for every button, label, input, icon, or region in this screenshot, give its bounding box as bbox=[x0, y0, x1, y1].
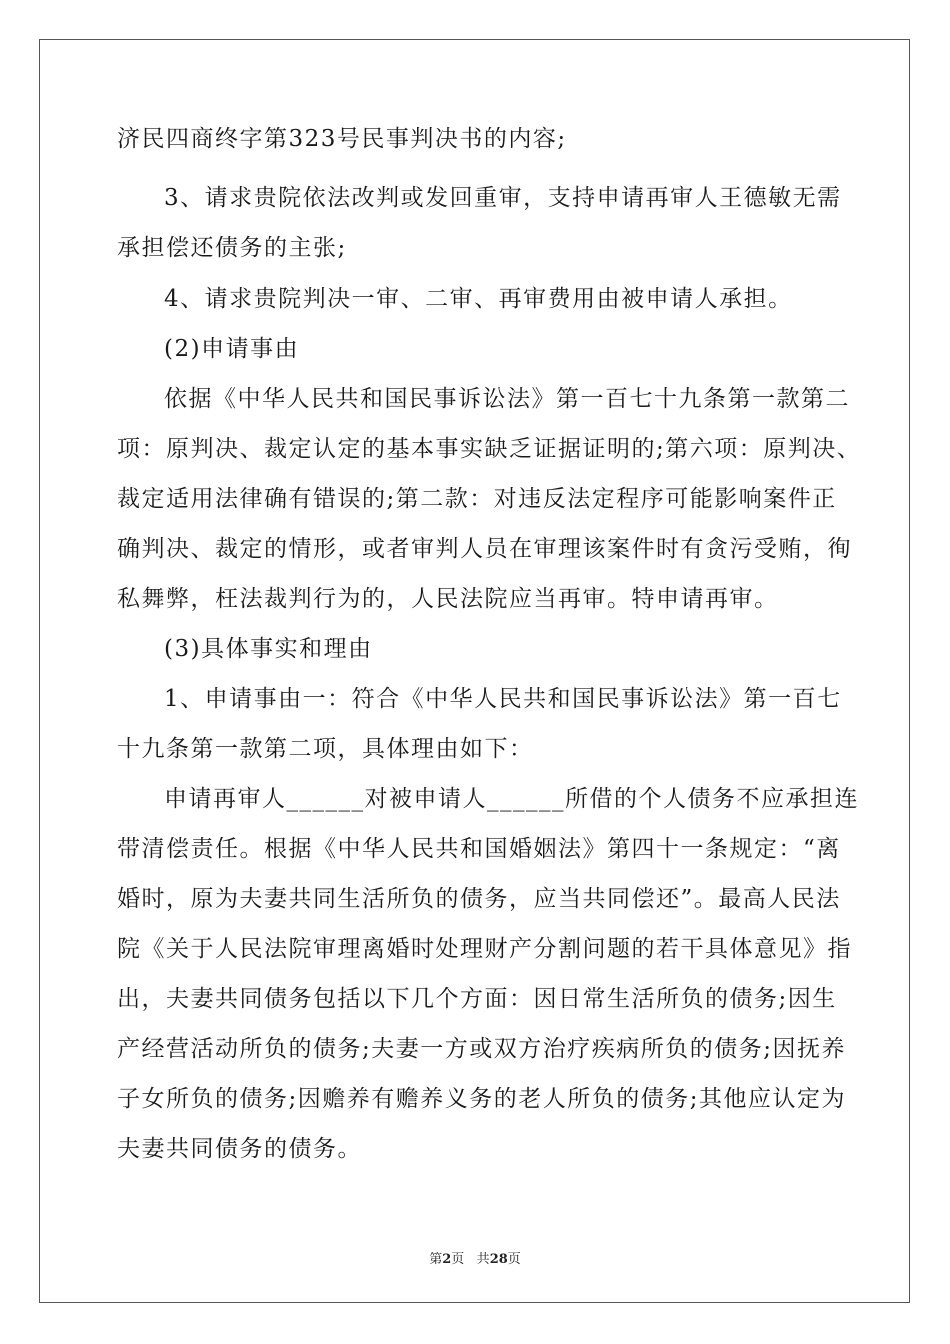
section-heading: (3)具体事实和理由 bbox=[164, 636, 373, 662]
text-line: 项：原判决、裁定认定的基本事实缺乏证据证明的;第六项：原判决、 bbox=[117, 436, 862, 462]
text-line: 子女所负的债务;因赡养有赡养义务的老人所负的债务;其他应认定为 bbox=[117, 1086, 846, 1112]
text-line: 济民四商终字第323号民事判决书的内容; bbox=[117, 126, 567, 152]
text-line: 带清偿责任。根据《中华人民共和国婚姻法》第四十一条规定：“离 bbox=[117, 836, 841, 862]
text-line: 确判决、裁定的情形，或者审判人员在审理该案件时有贪污受贿，徇 bbox=[117, 536, 852, 562]
footer-page-suffix: 页 bbox=[451, 1252, 465, 1267]
footer-prefix: 第 bbox=[429, 1252, 443, 1267]
text-line: 承担偿还债务的主张; bbox=[117, 235, 347, 261]
section-heading: (2)申请事由 bbox=[164, 336, 300, 362]
footer-total-suffix: 页 bbox=[507, 1252, 521, 1267]
total-pages-number: 28 bbox=[489, 1252, 508, 1267]
page-footer bbox=[0, 1248, 950, 1267]
text-line: 1、申请事由一：符合《中华人民共和国民事诉讼法》第一百七 bbox=[164, 686, 842, 712]
text-line: 院《关于人民法院审理离婚时处理财产分割问题的若干具体意见》指 bbox=[117, 936, 852, 962]
text-line: 出，夫妻共同债务包括以下几个方面：因日常生活所负的债务;因生 bbox=[117, 986, 837, 1012]
text-line: 产经营活动所负的债务;夫妻一方或双方治疗疾病所负的债务;因抚养 bbox=[117, 1036, 846, 1062]
text-line: 3、请求贵院依法改判或发回重审，支持申请再审人王德敏无需 bbox=[164, 185, 842, 211]
text-line: 裁定适用法律确有错误的;第二款：对违反法定程序可能影响案件正 bbox=[117, 486, 837, 512]
text-line: 十九条第一款第二项，具体理由如下： bbox=[117, 736, 534, 762]
footer-total-prefix: 共 bbox=[476, 1252, 490, 1267]
text-line: 申请再审人______对被申请人______所借的个人债务不应承担连 bbox=[164, 786, 859, 812]
current-page-number: 2 bbox=[442, 1252, 452, 1267]
text-line: 4、请求贵院判决一审、二审、再审费用由被申请人承担。 bbox=[164, 286, 793, 312]
text-line: 私舞弊，枉法裁判行为的，人民法院应当再审。特申请再审。 bbox=[117, 586, 779, 612]
text-line: 夫妻共同债务的债务。 bbox=[117, 1136, 362, 1162]
text-line: 婚时，原为夫妻共同生活所负的债务，应当共同偿还”。最高人民法 bbox=[117, 886, 841, 912]
text-line: 依据《中华人民共和国民事诉讼法》第一百七十九条第一款第二 bbox=[164, 386, 850, 412]
